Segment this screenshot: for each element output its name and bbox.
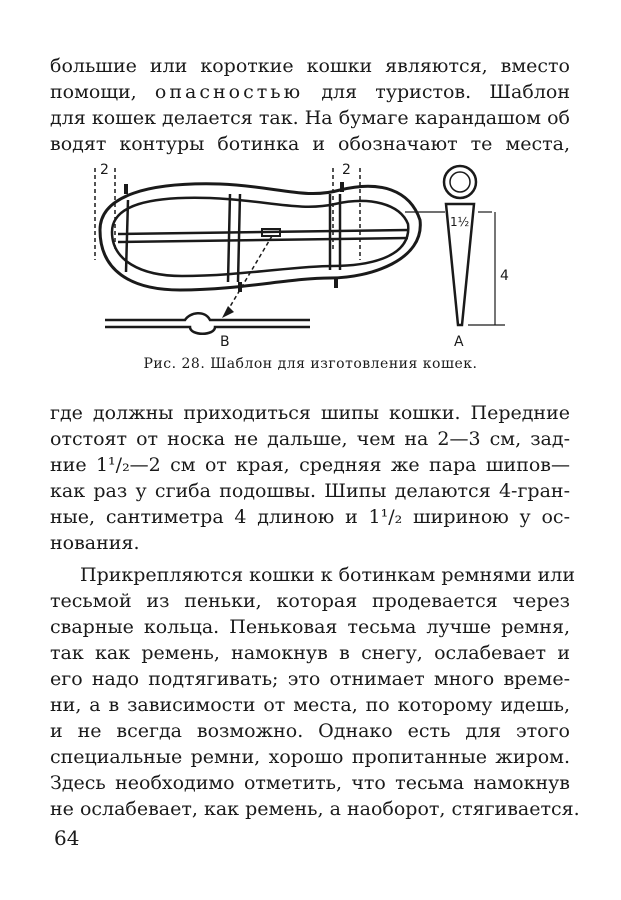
- text-line: для кошек делается так. На бумаге карандашом об: [50, 107, 570, 129]
- text-line: где должны приходиться шипы кошки. Передние: [50, 402, 570, 424]
- text-line: водят контуры ботинка и обозначают те места,: [50, 133, 570, 155]
- spaced-word: опасностью: [154, 81, 304, 103]
- spike-mark: [124, 184, 128, 194]
- text-line: не ослабевает, как ремень, а наоборот, стягивается.: [50, 798, 580, 820]
- text-line: и не всегда возможно. Однако есть для этого: [50, 720, 570, 742]
- spike-mark: [340, 182, 344, 192]
- label-a: A: [454, 334, 464, 350]
- text-line: отстоят от носка не дальше, чем на 2—3 см, зад-: [50, 428, 570, 450]
- text-line: ные, сантиметра 4 длиною и 1¹/₂ шириною у ос-: [50, 506, 570, 528]
- strap-fold-b: [105, 313, 310, 320]
- text-line: Прикрепляются кошки к ботинкам ремнями или: [80, 564, 576, 586]
- text-line: тесьмой из пеньки, которая продевается через: [50, 590, 570, 612]
- boot-sole-inner-outline: [112, 198, 408, 276]
- figure-caption: Рис. 28. Шаблон для изготовления кошек.: [143, 356, 478, 372]
- dimension-label: 2: [342, 162, 351, 178]
- text-line: специальные ремни, хорошо пропитанные жиром.: [50, 746, 570, 768]
- spike-mark: [334, 278, 338, 288]
- dimension-label: 4: [500, 268, 509, 284]
- text-line: ние 1¹/₂—2 см от края, средняя же пара шипов—: [50, 454, 570, 476]
- text-line: большие или короткие кошки являются, вместо: [50, 55, 570, 77]
- text-line: Здесь необходимо отметить, что тесьма намокнув: [50, 772, 570, 794]
- dimension-label: 1½: [450, 215, 470, 229]
- ring-inner: [450, 172, 470, 192]
- front-strap: [228, 194, 240, 282]
- boot-sole-outline: [100, 184, 420, 290]
- dimension-label: 2: [100, 162, 109, 178]
- text-line: так как ремень, намокнув в снегу, ослабевает и: [50, 642, 570, 664]
- text-line: ни, а в зависимости от места, по которому идешь,: [50, 694, 570, 716]
- text-line: [50, 79, 570, 105]
- crampon-template-figure: [90, 160, 530, 350]
- text-fragment: помощи,: [50, 81, 137, 103]
- text-line: его надо подтягивать; это отнимает много време-: [50, 668, 570, 690]
- pointer-arrowhead: [222, 306, 234, 318]
- text-line: как раз у сгиба подошвы. Шипы делаются 4-гран-: [50, 480, 570, 502]
- page-number: 64: [54, 826, 80, 850]
- ring: [444, 166, 476, 198]
- strap-fold-b: [105, 327, 310, 334]
- label-b: B: [220, 334, 230, 350]
- text-line: сварные кольца. Пеньковая тесьма лучше ремня,: [50, 616, 570, 638]
- text-fragment: для туристов. Шаблон: [321, 81, 570, 103]
- text-line: нования.: [50, 532, 140, 554]
